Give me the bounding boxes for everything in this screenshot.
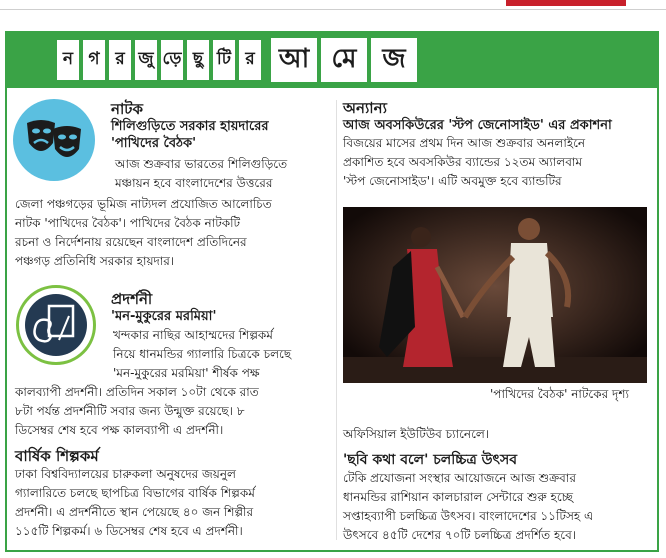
banner-letter: মে [321, 38, 367, 82]
drama-body [15, 195, 335, 271]
annual-section [15, 447, 335, 541]
drama-subtitle-1: শিলিগুড়িতে সরকার হায়দারের [111, 119, 269, 134]
other-line: বিজয়ের মাসের প্রথম দিন আজ শুক্রবার অনলাইনে [343, 136, 586, 150]
drama-line: পঞ্চগড় প্রতিনিধি সরকার হায়দার। [15, 254, 175, 268]
exhibition-line: ৮টা পর্যন্ত প্রদর্শনীটি সবার জন্য উন্মুক্ত রয়েছে। ৮ [15, 404, 245, 418]
theater-masks-icon [13, 99, 95, 181]
banner-letter: ছু [187, 40, 209, 80]
other-line: প্রকাশিত হবে অবসকিউর ব্যান্ডের ১২তম অ্যালবাম [343, 155, 583, 169]
exhibition-body-top [113, 326, 335, 383]
other-line: 'স্টপ জেনোসাইড'। এটি অবমুক্ত হবে ব্যান্ডটির [343, 174, 562, 188]
exhibition-line: 'মন-মুকুরের মরমিয়া' শীর্ষক পক্ষ [113, 366, 260, 380]
drama-line: মঞ্চায়ন হবে বাংলাদেশের উত্তরের [115, 176, 273, 190]
section-banner [5, 31, 659, 88]
photo-caption: 'পাখিদের বৈঠক' নাটকের দৃশ্য [490, 387, 629, 401]
other-heading: অন্যান্য [343, 99, 387, 117]
exhibition-line: ডিসেম্বর শেষ হবে পক্ষ কালব্যাপী এ প্রদর্শনী। [15, 423, 224, 437]
banner-letter: ড়ে [161, 40, 183, 80]
play-scene-photo [343, 207, 647, 383]
banner-letter: গ [83, 40, 105, 80]
festival-section [343, 452, 655, 545]
banner-letter: টি [213, 40, 235, 80]
banner-letter: জু [135, 40, 157, 80]
drama-line: জেলা পঞ্চগড়ের ভূমিজ নাট্যদল প্রযোজিত আলোচিত [15, 197, 272, 211]
drama-subtitle-2: 'পাখিদের বৈঠক' [111, 136, 197, 151]
annual-line: ১১৫টি শিল্পকর্ম। ৬ ডিসেম্বর শেষ হবে এ প্রদর্শনী। [15, 524, 243, 538]
drama-section [111, 100, 331, 152]
banner-letter: র [109, 40, 131, 80]
drama-line: রচনা ও নির্দেশনায় রয়েছেন বাংলাদেশ প্রতিদিনের [15, 235, 247, 249]
other-subtitle: আজ অবসকিউরের 'স্টপ জেনোসাইড' এর প্রকাশনা [343, 118, 612, 133]
banner-letters [57, 40, 417, 82]
annual-line: গ্যালারিতে চলছে ছাপচিত্র বিভাগের বার্ষিক শিল্পকর্ম [15, 486, 255, 500]
drama-line: আজ শুক্রবার ভারতের শিলিগুড়িতে [115, 157, 288, 171]
other-continued [343, 425, 653, 444]
drama-body-top [115, 155, 335, 193]
exhibition-line: খন্দকার নাছির আহাম্মদের শিল্পকর্ম [113, 328, 273, 342]
exhibition-section [111, 290, 331, 325]
festival-line: ধানমন্ডির রাশিয়ান কালচারাল সেন্টারে শুরু হচ্ছে [343, 490, 574, 504]
annual-line: ঢাকা বিশ্ববিদ্যালয়ের চারুকলা অনুষদের জয়নুল [15, 467, 236, 481]
festival-line: সপ্তাহব্যাপী চলচ্চিত্র উৎসব। বাংলাদেশের ১১টিসহ এ [343, 509, 594, 523]
banner-letter: জ [371, 38, 417, 82]
exhibition-body [15, 383, 335, 440]
annual-heading: বার্ষিক শিল্পকর্ম [15, 447, 99, 465]
exhibition-line: কালব্যাপী প্রদর্শনী। প্রতিদিন সকাল ১০টা থেকে রাত [15, 385, 259, 399]
drama-line: নাটক 'পাখিদের বৈঠক'। পাখিদের বৈঠক নাটকটি [15, 216, 241, 230]
exhibition-subtitle: 'মন-মুকুরের মরমিয়া' [111, 309, 217, 324]
banner-letter: আ [271, 38, 317, 82]
festival-heading: 'ছবি কথা বলে' চলচ্চিত্র উৎসব [343, 452, 518, 468]
top-accent-bar [506, 0, 626, 6]
drama-heading: নাটক [111, 100, 143, 118]
festival-line: টেকি প্রযোজনা সংস্থার আয়োজনে আজ শুক্রবার [343, 471, 576, 485]
festival-line: উৎসবে ৪৫টি দেশের ৭০টি চলচ্চিত্র প্রদর্শিত হবে। [343, 528, 577, 542]
banner-letter: ন [57, 40, 79, 80]
annual-line: প্রদর্শনী। এ প্রদর্শনীতে স্থান পেয়েছে ৪০ জন শিল্পীর [15, 505, 254, 519]
art-palette-icon [16, 285, 96, 365]
other-continued-line: অফিসিয়াল ইউটিউব চ্যানেলে। [343, 427, 490, 441]
top-strip [0, 0, 666, 12]
exhibition-heading: প্রদর্শনী [111, 290, 153, 308]
banner-letter: র [239, 40, 261, 80]
other-section [343, 99, 653, 191]
exhibition-line: নিয়ে ধানমন্ডির গ্যালারি চিত্রকে চলছে [113, 347, 292, 361]
column-divider [336, 100, 337, 540]
top-rule [0, 9, 666, 10]
